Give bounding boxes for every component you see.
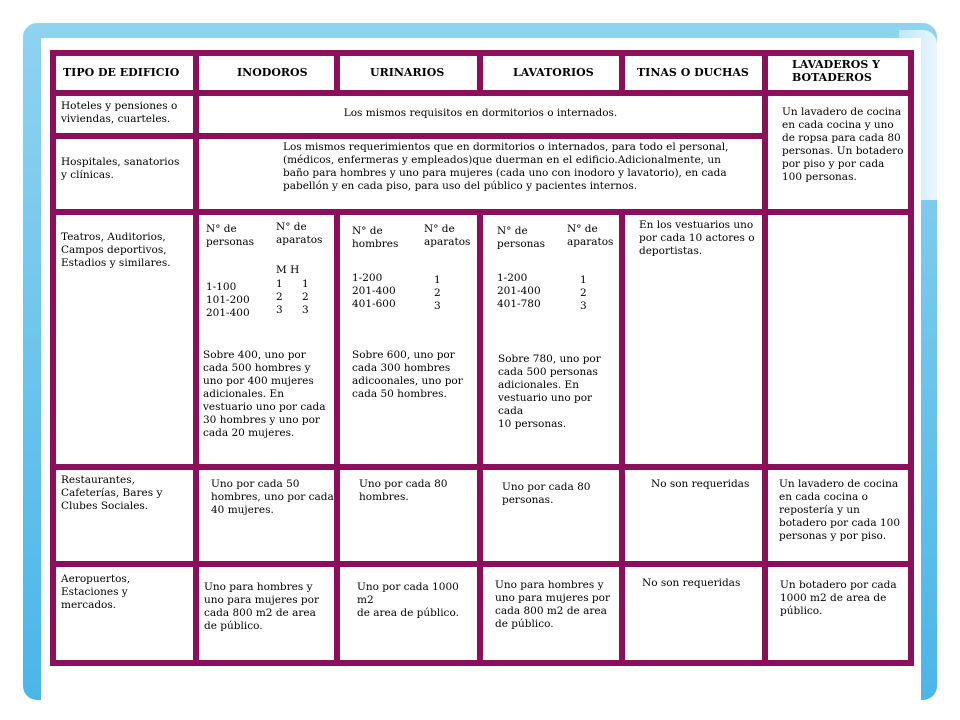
header-cell-tinas: [625, 56, 762, 90]
row-teatros-lavaderos-cell: [768, 215, 908, 464]
row-restaurantes-lavaderos: Un lavadero de cocina en cada cocina o repostería y un botadero por cada 100 personas y por piso.: [779, 478, 901, 542]
row-hoteles-type-cell: [56, 96, 193, 133]
row-aeropuertos-inodoros: Uno para hombres y uno para mujeres por cada 800 m2 de area de público.: [204, 581, 319, 632]
lavatorios-col-personas: N° de personas: [497, 225, 546, 250]
row-restaurantes-inodoros-cell: [199, 470, 334, 561]
row-restaurantes-lavaderos-cell: [768, 470, 908, 561]
row-restaurantes-urinarios-cell: [340, 470, 477, 561]
row-teatros-type-cell: [56, 215, 193, 464]
inodoros-ranges: 1-100 101-200 201-400: [206, 281, 250, 319]
row-aeropuertos-tinas: No son requeridas: [642, 577, 741, 589]
row-hospitales-merged-cell: [199, 139, 762, 209]
row-teatros-type: Teatros, Auditorios, Campos deportivos, Estadios y similares.: [61, 231, 171, 269]
row-hoteles-type: Hoteles y pensiones o viviendas, cuarteles.: [61, 100, 178, 125]
row-teatros-tinas: En los vestuarios uno por cada 10 actores o deportistas.: [639, 219, 755, 257]
row-hoteles-merged-cell: [199, 96, 762, 133]
header-lavatorios: LAVATORIOS: [513, 66, 594, 79]
inodoros-mh-header: M H: [276, 264, 300, 276]
header-urinarios: URINARIOS: [370, 66, 445, 79]
row-restaurantes-lavatorios-cell: [483, 470, 619, 561]
row-teatros-lavatorios-cell: [483, 215, 619, 464]
inodoros-h-values: 1 2 3: [302, 278, 309, 316]
lavatorios-note: Sobre 780, uno por cada 500 personas adicionales. En vestuario uno por cada 10 personas.: [498, 353, 601, 430]
header-lavaderos: LAVADEROS Y BOTADEROS: [792, 58, 880, 84]
inodoros-note: Sobre 400, uno por cada 500 hombres y uno por 400 mujeres adicionales. En vestuario uno por cada 30 hombres y uno por cada 20 mujeres.: [203, 349, 326, 439]
row-aeropuertos-tinas-cell: [625, 567, 762, 660]
header-tinas: TINAS O DUCHAS: [637, 66, 749, 79]
inodoros-m-values: 1 2 3: [276, 278, 283, 316]
row-restaurantes-type-cell: [56, 470, 193, 561]
inodoros-col-personas: N° de personas: [206, 223, 255, 248]
row-hoteles-lavaderos-cell: [768, 96, 908, 209]
row-aeropuertos-type-cell: [56, 567, 193, 660]
header-cell-inodoros: [199, 56, 334, 90]
row-aeropuertos-urinarios: Uno por cada 1000 m2 de area de público.: [357, 581, 459, 619]
row-restaurantes-type: Restaurantes, Cafeterías, Bares y Clubes Sociales.: [61, 474, 163, 512]
urinarios-col-hombres: N° de hombres: [352, 225, 399, 250]
lavatorios-counts: 1 2 3: [580, 274, 587, 312]
row-aeropuertos-type: Aeropuertos, Estaciones y mercados.: [61, 573, 131, 611]
header-inodoros: INODOROS: [237, 66, 308, 79]
header-cell-lavatorios: [483, 56, 619, 90]
row-restaurantes-lavatorios: Uno por cada 80 personas.: [502, 481, 591, 506]
header-cell-lavaderos: [768, 56, 908, 90]
header-cell-tipo: [56, 56, 193, 90]
urinarios-col-aparatos: N° de aparatos: [424, 223, 471, 248]
row-restaurantes-inodoros: Uno por cada 50 hombres, uno por cada 40 mujeres.: [211, 478, 334, 516]
row-restaurantes-tinas: No son requeridas: [651, 478, 750, 490]
row-aeropuertos-lavaderos: Un botadero por cada 1000 m2 de area de público.: [780, 579, 897, 617]
row-aeropuertos-lavatorios-cell: [483, 567, 619, 660]
row-aeropuertos-lavatorios: Uno para hombres y uno para mujeres por cada 800 m2 de area de público.: [495, 579, 610, 630]
inodoros-col-aparatos: N° de aparatos: [276, 221, 323, 246]
header-tipo: TIPO DE EDIFICIO: [63, 66, 180, 79]
row-hoteles-merged: Los mismos requisitos en dormitorios o internados.: [343, 107, 618, 119]
urinarios-ranges: 1-200 201-400 401-600: [352, 272, 396, 310]
urinarios-note: Sobre 600, uno por cada 300 hombres adicoonales, uno por cada 50 hombres.: [352, 349, 463, 400]
row-hoteles-lavaderos: Un lavadero de cocina en cada cocina y uno de ropsa para cada 80 personas. Un botadero por piso y por cada 100 personas.: [782, 106, 904, 183]
lavatorios-ranges: 1-200 201-400 401-780: [497, 272, 541, 310]
row-teatros-inodoros-cell: [199, 215, 334, 464]
row-restaurantes-tinas-cell: [625, 470, 762, 561]
row-aeropuertos-inodoros-cell: [199, 567, 334, 660]
urinarios-counts: 1 2 3: [434, 274, 441, 312]
row-teatros-urinarios-cell: [340, 215, 477, 464]
row-hospitales-type-cell: [56, 139, 193, 209]
row-teatros-tinas-cell: [625, 215, 762, 464]
row-aeropuertos-lavaderos-cell: [768, 567, 908, 660]
lavatorios-col-aparatos: N° de aparatos: [567, 223, 614, 248]
row-hospitales-merged: Los mismos requerimientos que en dormitorios o internados, para todo el personal, (médicos, enfermeras y empleados)que duerman en el edificio.Adicionalmente, un baño para hombres y uno para mujeres (cada uno con inodoro y lavatorio), en cada pabellón y en cada piso, para uso del público y pacientes internos.: [283, 141, 729, 192]
row-aeropuertos-urinarios-cell: [340, 567, 477, 660]
row-restaurantes-urinarios: Uno por cada 80 hombres.: [359, 478, 448, 503]
header-cell-urinarios: [340, 56, 477, 90]
row-hospitales-type: Hospitales, sanatorios y clínicas.: [61, 156, 180, 181]
